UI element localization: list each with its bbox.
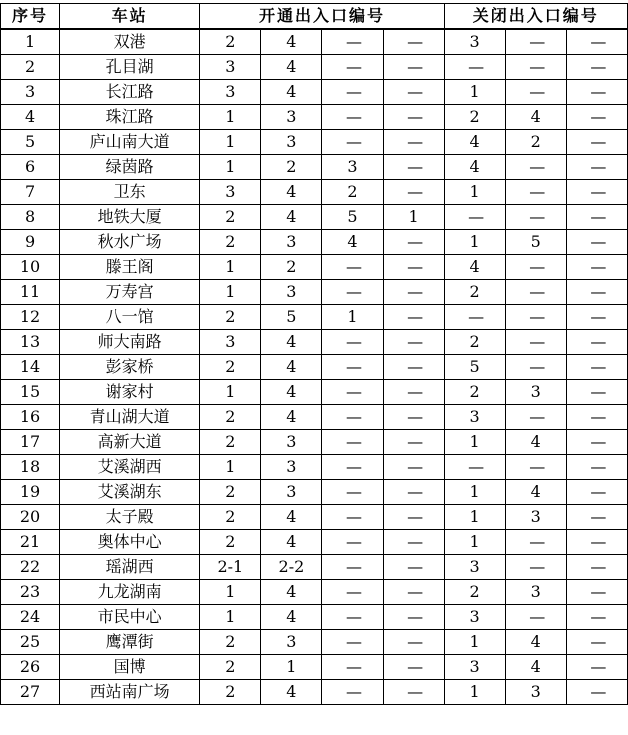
table-row [1, 205, 628, 230]
closed-exit-cell: 5 [505, 230, 566, 255]
closed-exit-cell: — [505, 455, 566, 480]
open-exit-cell: 2 [200, 405, 261, 430]
open-exit-cell: 5 [261, 305, 322, 330]
open-exit-cell: 2 [261, 255, 322, 280]
station-name-cell: 西站南广场 [60, 680, 200, 705]
closed-exit-cell: 3 [444, 29, 505, 55]
open-exit-cell: — [383, 580, 444, 605]
open-exit-cell: — [383, 380, 444, 405]
open-exit-cell: 4 [261, 605, 322, 630]
open-exit-cell: 4 [261, 330, 322, 355]
closed-exit-cell: 4 [505, 655, 566, 680]
open-exit-cell: — [383, 105, 444, 130]
table-row [1, 55, 628, 80]
open-exit-cell: 4 [261, 180, 322, 205]
closed-exit-cell: — [566, 305, 627, 330]
open-exit-cell: — [322, 530, 383, 555]
seq-cell: 20 [1, 505, 60, 530]
open-exit-cell: 4 [322, 230, 383, 255]
station-name-cell: 瑶湖西 [60, 555, 200, 580]
open-exit-cell: 2 [200, 230, 261, 255]
closed-exit-cell: 2 [444, 280, 505, 305]
station-name-cell: 双港 [60, 29, 200, 55]
closed-exit-cell: 2 [444, 380, 505, 405]
open-exit-cell: 3 [261, 455, 322, 480]
closed-exit-cell: 5 [444, 355, 505, 380]
closed-exit-cell: 4 [444, 155, 505, 180]
open-exit-cell: 4 [261, 80, 322, 105]
open-exit-cell: 1 [200, 605, 261, 630]
closed-exit-cell: — [566, 580, 627, 605]
open-exit-cell: — [383, 355, 444, 380]
closed-exit-cell: 3 [505, 380, 566, 405]
open-exit-cell: 1 [383, 205, 444, 230]
table-row [1, 505, 628, 530]
open-exit-cell: 4 [261, 380, 322, 405]
open-exit-cell: — [383, 605, 444, 630]
station-name-cell: 庐山南大道 [60, 130, 200, 155]
closed-exit-cell: 4 [505, 105, 566, 130]
closed-exit-cell: 1 [444, 480, 505, 505]
open-exit-cell: 4 [261, 680, 322, 705]
open-exit-cell: 4 [261, 55, 322, 80]
open-exit-cell: — [383, 655, 444, 680]
open-exit-cell: — [383, 280, 444, 305]
open-exit-cell: — [322, 655, 383, 680]
closed-exit-cell: 4 [505, 480, 566, 505]
closed-exit-cell: — [444, 305, 505, 330]
seq-cell: 18 [1, 455, 60, 480]
closed-exit-cell: 1 [444, 680, 505, 705]
closed-exit-cell: — [566, 355, 627, 380]
seq-cell: 15 [1, 380, 60, 405]
open-exit-cell: 2-2 [261, 555, 322, 580]
open-exit-cell: — [322, 29, 383, 55]
open-exit-cell: 3 [261, 480, 322, 505]
closed-exit-cell: — [566, 180, 627, 205]
seq-cell: 11 [1, 280, 60, 305]
open-exit-cell: 3 [261, 430, 322, 455]
open-exit-cell: 3 [261, 280, 322, 305]
closed-exit-cell: — [444, 55, 505, 80]
station-name-cell: 师大南路 [60, 330, 200, 355]
seq-cell: 5 [1, 130, 60, 155]
open-exit-cell: 4 [261, 205, 322, 230]
open-exit-cell: — [322, 105, 383, 130]
closed-exit-cell: 1 [444, 530, 505, 555]
open-exit-cell: 2 [200, 205, 261, 230]
seq-cell: 9 [1, 230, 60, 255]
station-name-cell: 艾溪湖西 [60, 455, 200, 480]
station-name-cell: 万寿宫 [60, 280, 200, 305]
closed-exit-cell: — [566, 630, 627, 655]
station-name-cell: 青山湖大道 [60, 405, 200, 430]
seq-cell: 14 [1, 355, 60, 380]
open-exit-cell: — [322, 280, 383, 305]
open-exit-cell: — [383, 180, 444, 205]
closed-exit-cell: — [566, 55, 627, 80]
closed-exit-cell: 4 [505, 430, 566, 455]
table-row [1, 580, 628, 605]
open-exit-cell: 2 [200, 430, 261, 455]
table-row [1, 29, 628, 55]
open-exit-cell: — [383, 455, 444, 480]
header-row [1, 4, 628, 30]
open-exit-cell: 2 [200, 680, 261, 705]
seq-cell: 2 [1, 55, 60, 80]
station-name-cell: 滕王阁 [60, 255, 200, 280]
header-seq: 序号 [1, 4, 60, 30]
closed-exit-cell: — [566, 480, 627, 505]
open-exit-cell: — [383, 130, 444, 155]
table-row [1, 605, 628, 630]
table-row [1, 455, 628, 480]
open-exit-cell: 2 [200, 655, 261, 680]
closed-exit-cell: 3 [505, 580, 566, 605]
closed-exit-cell: — [566, 155, 627, 180]
open-exit-cell: — [383, 555, 444, 580]
table-row [1, 480, 628, 505]
open-exit-cell: 2 [200, 480, 261, 505]
seq-cell: 13 [1, 330, 60, 355]
closed-exit-cell: — [566, 430, 627, 455]
closed-exit-cell: — [444, 205, 505, 230]
seq-cell: 26 [1, 655, 60, 680]
closed-exit-cell: 1 [444, 230, 505, 255]
open-exit-cell: — [322, 55, 383, 80]
open-exit-cell: — [322, 80, 383, 105]
closed-exit-cell: 2 [444, 580, 505, 605]
open-exit-cell: — [383, 430, 444, 455]
closed-exit-cell: 3 [444, 555, 505, 580]
open-exit-cell: 2 [261, 155, 322, 180]
open-exit-cell: — [322, 430, 383, 455]
open-exit-cell: 1 [200, 380, 261, 405]
open-exit-cell: 4 [261, 405, 322, 430]
closed-exit-cell: — [566, 380, 627, 405]
closed-exit-cell: — [566, 680, 627, 705]
open-exit-cell: 3 [322, 155, 383, 180]
seq-cell: 21 [1, 530, 60, 555]
closed-exit-cell: — [505, 55, 566, 80]
seq-cell: 24 [1, 605, 60, 630]
open-exit-cell: — [322, 330, 383, 355]
closed-exit-cell: — [566, 230, 627, 255]
closed-exit-cell: — [505, 280, 566, 305]
open-exit-cell: 2 [200, 530, 261, 555]
station-name-cell: 谢家村 [60, 380, 200, 405]
closed-exit-cell: — [566, 105, 627, 130]
closed-exit-cell: 3 [444, 655, 505, 680]
seq-cell: 27 [1, 680, 60, 705]
open-exit-cell: 2 [200, 305, 261, 330]
open-exit-cell: 3 [200, 55, 261, 80]
closed-exit-cell: 3 [505, 505, 566, 530]
closed-exit-cell: — [566, 605, 627, 630]
table-row [1, 655, 628, 680]
seq-cell: 10 [1, 255, 60, 280]
closed-exit-cell: 2 [444, 105, 505, 130]
header-closed-exits: 关闭出入口编号 [444, 4, 627, 30]
open-exit-cell: 3 [261, 105, 322, 130]
seq-cell: 3 [1, 80, 60, 105]
open-exit-cell: 1 [200, 130, 261, 155]
station-name-cell: 鹰潭街 [60, 630, 200, 655]
open-exit-cell: 3 [261, 630, 322, 655]
seq-cell: 23 [1, 580, 60, 605]
open-exit-cell: 3 [200, 180, 261, 205]
table-row [1, 155, 628, 180]
open-exit-cell: — [322, 680, 383, 705]
closed-exit-cell: 1 [444, 630, 505, 655]
table-row [1, 680, 628, 705]
closed-exit-cell: — [505, 205, 566, 230]
closed-exit-cell: — [566, 455, 627, 480]
station-name-cell: 彭家桥 [60, 355, 200, 380]
table-row [1, 305, 628, 330]
open-exit-cell: 4 [261, 355, 322, 380]
open-exit-cell: — [383, 330, 444, 355]
table-row [1, 255, 628, 280]
open-exit-cell: — [383, 530, 444, 555]
table-row [1, 530, 628, 555]
open-exit-cell: 3 [200, 330, 261, 355]
open-exit-cell: — [383, 29, 444, 55]
closed-exit-cell: — [566, 555, 627, 580]
open-exit-cell: 2 [200, 505, 261, 530]
open-exit-cell: — [322, 255, 383, 280]
open-exit-cell: — [383, 230, 444, 255]
closed-exit-cell: 3 [444, 605, 505, 630]
closed-exit-cell: 1 [444, 505, 505, 530]
station-name-cell: 八一馆 [60, 305, 200, 330]
closed-exit-cell: — [566, 330, 627, 355]
open-exit-cell: — [322, 580, 383, 605]
open-exit-cell: 2 [322, 180, 383, 205]
open-exit-cell: — [383, 155, 444, 180]
station-name-cell: 奥体中心 [60, 530, 200, 555]
closed-exit-cell: — [505, 355, 566, 380]
open-exit-cell: — [383, 55, 444, 80]
station-name-cell: 绿茵路 [60, 155, 200, 180]
open-exit-cell: — [322, 555, 383, 580]
closed-exit-cell: — [505, 530, 566, 555]
table-row [1, 555, 628, 580]
table-row [1, 430, 628, 455]
table-row [1, 80, 628, 105]
open-exit-cell: 2 [200, 355, 261, 380]
closed-exit-cell: — [566, 280, 627, 305]
open-exit-cell: — [322, 630, 383, 655]
open-exit-cell: — [322, 605, 383, 630]
seq-cell: 7 [1, 180, 60, 205]
open-exit-cell: — [322, 505, 383, 530]
station-name-cell: 九龙湖南 [60, 580, 200, 605]
open-exit-cell: 4 [261, 580, 322, 605]
open-exit-cell: — [383, 255, 444, 280]
closed-exit-cell: — [505, 80, 566, 105]
open-exit-cell: 4 [261, 530, 322, 555]
open-exit-cell: 1 [200, 155, 261, 180]
open-exit-cell: — [383, 505, 444, 530]
open-exit-cell: 3 [200, 80, 261, 105]
closed-exit-cell: — [505, 305, 566, 330]
closed-exit-cell: — [505, 605, 566, 630]
open-exit-cell: 3 [261, 230, 322, 255]
closed-exit-cell: 3 [505, 680, 566, 705]
table-row [1, 180, 628, 205]
header-open-exits: 开通出入口编号 [200, 4, 444, 30]
closed-exit-cell: — [566, 255, 627, 280]
table-body [1, 29, 628, 705]
open-exit-cell: — [383, 305, 444, 330]
seq-cell: 25 [1, 630, 60, 655]
seq-cell: 19 [1, 480, 60, 505]
open-exit-cell: 1 [200, 255, 261, 280]
seq-cell: 17 [1, 430, 60, 455]
closed-exit-cell: — [505, 29, 566, 55]
closed-exit-cell: — [505, 405, 566, 430]
closed-exit-cell: — [505, 180, 566, 205]
table-row [1, 130, 628, 155]
open-exit-cell: — [322, 380, 383, 405]
closed-exit-cell: — [505, 155, 566, 180]
open-exit-cell: 2-1 [200, 555, 261, 580]
station-name-cell: 国博 [60, 655, 200, 680]
station-exits-table [0, 3, 628, 705]
open-exit-cell: 3 [261, 130, 322, 155]
closed-exit-cell: — [444, 455, 505, 480]
seq-cell: 16 [1, 405, 60, 430]
station-name-cell: 卫东 [60, 180, 200, 205]
open-exit-cell: — [383, 405, 444, 430]
closed-exit-cell: — [505, 330, 566, 355]
table-row [1, 280, 628, 305]
closed-exit-cell: 4 [505, 630, 566, 655]
closed-exit-cell: 3 [444, 405, 505, 430]
closed-exit-cell: — [566, 505, 627, 530]
closed-exit-cell: — [505, 255, 566, 280]
seq-cell: 22 [1, 555, 60, 580]
table-row [1, 330, 628, 355]
seq-cell: 12 [1, 305, 60, 330]
table-row [1, 405, 628, 430]
station-name-cell: 孔目湖 [60, 55, 200, 80]
closed-exit-cell: 2 [505, 130, 566, 155]
open-exit-cell: — [383, 480, 444, 505]
open-exit-cell: — [383, 680, 444, 705]
closed-exit-cell: 1 [444, 180, 505, 205]
closed-exit-cell: — [566, 80, 627, 105]
open-exit-cell: — [322, 405, 383, 430]
seq-cell: 4 [1, 105, 60, 130]
header-station: 车站 [60, 4, 200, 30]
open-exit-cell: — [322, 480, 383, 505]
station-name-cell: 地铁大厦 [60, 205, 200, 230]
closed-exit-cell: 1 [444, 430, 505, 455]
open-exit-cell: 1 [322, 305, 383, 330]
station-name-cell: 珠江路 [60, 105, 200, 130]
open-exit-cell: 1 [200, 105, 261, 130]
open-exit-cell: — [322, 130, 383, 155]
station-name-cell: 市民中心 [60, 605, 200, 630]
open-exit-cell: 5 [322, 205, 383, 230]
closed-exit-cell: — [566, 405, 627, 430]
seq-cell: 8 [1, 205, 60, 230]
open-exit-cell: 4 [261, 505, 322, 530]
table-row [1, 230, 628, 255]
open-exit-cell: 1 [261, 655, 322, 680]
station-name-cell: 长江路 [60, 80, 200, 105]
open-exit-cell: 1 [200, 580, 261, 605]
table-header [1, 4, 628, 30]
open-exit-cell: — [322, 455, 383, 480]
closed-exit-cell: 2 [444, 330, 505, 355]
open-exit-cell: 1 [200, 280, 261, 305]
open-exit-cell: 2 [200, 29, 261, 55]
station-name-cell: 高新大道 [60, 430, 200, 455]
open-exit-cell: — [383, 80, 444, 105]
closed-exit-cell: 1 [444, 80, 505, 105]
open-exit-cell: — [383, 630, 444, 655]
open-exit-cell: — [322, 355, 383, 380]
seq-cell: 1 [1, 29, 60, 55]
table-row [1, 355, 628, 380]
open-exit-cell: 4 [261, 29, 322, 55]
seq-cell: 6 [1, 155, 60, 180]
table-row [1, 105, 628, 130]
closed-exit-cell: — [566, 205, 627, 230]
table-row [1, 380, 628, 405]
closed-exit-cell: — [566, 130, 627, 155]
closed-exit-cell: — [505, 555, 566, 580]
closed-exit-cell: — [566, 655, 627, 680]
open-exit-cell: 2 [200, 630, 261, 655]
closed-exit-cell: 4 [444, 130, 505, 155]
station-name-cell: 艾溪湖东 [60, 480, 200, 505]
closed-exit-cell: — [566, 530, 627, 555]
open-exit-cell: 1 [200, 455, 261, 480]
station-name-cell: 太子殿 [60, 505, 200, 530]
station-name-cell: 秋水广场 [60, 230, 200, 255]
closed-exit-cell: 4 [444, 255, 505, 280]
closed-exit-cell: — [566, 29, 627, 55]
table-row [1, 630, 628, 655]
